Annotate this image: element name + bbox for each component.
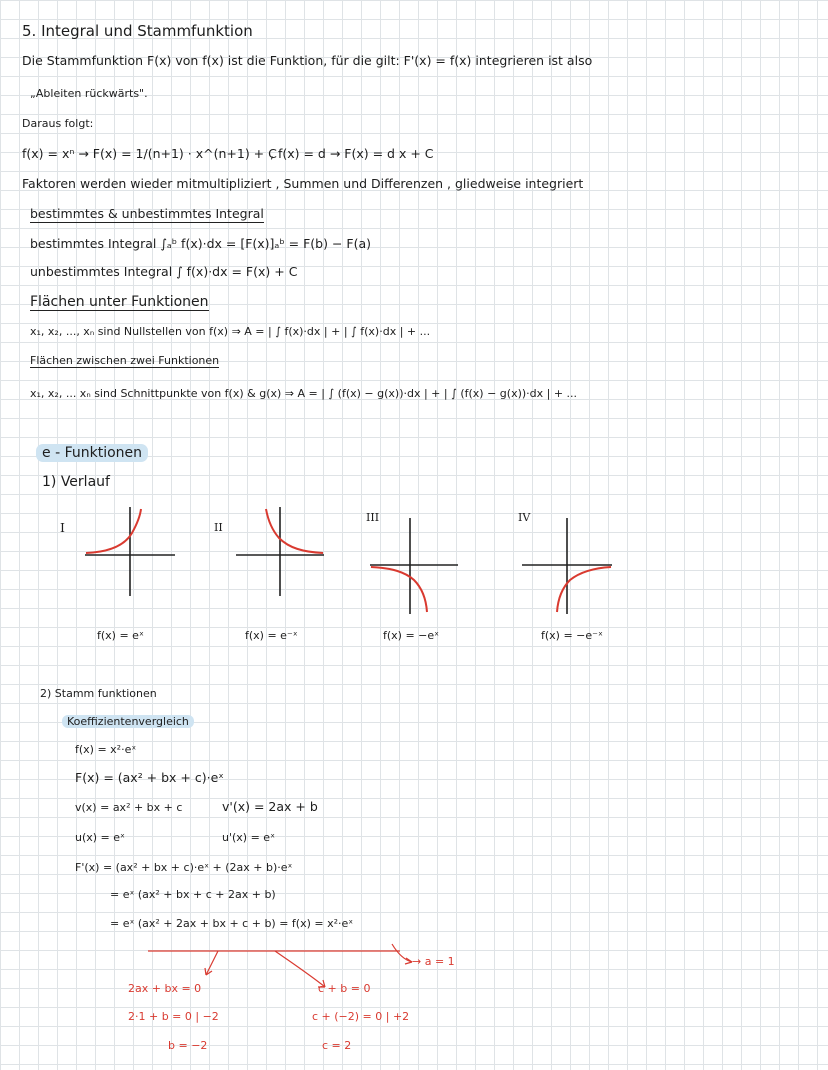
eq-2ax: 2ax + bx = 0 (128, 982, 202, 995)
graph-numeral-1: I (60, 520, 65, 535)
eq-b-solve: 2·1 + b = 0 | −2 (128, 1010, 219, 1023)
daraus-folgt: Daraus folgt: (22, 117, 94, 130)
integral-heading: bestimmtes & unbestimmtes Integral (30, 206, 264, 221)
annotation-arrows (148, 944, 412, 987)
flaechen-heading: Flächen unter Funktionen (30, 294, 209, 310)
constant-rule: , f(x) = d → F(x) = d x + C (270, 146, 434, 161)
graph-numeral-4: IV (518, 511, 531, 524)
graph-exp (85, 507, 175, 596)
verlauf-heading: 1) Verlauf (42, 474, 110, 490)
graph-numeral-3: III (366, 511, 380, 524)
stamm-line-u: u(x) = eˣ (75, 831, 125, 844)
graph-neg-exp-neg (522, 518, 612, 614)
definition-continuation: „Ableiten rückwärts". (30, 87, 148, 100)
power-rule: f(x) = xⁿ → F(x) = 1/(n+1) · x^(n+1) + C (22, 146, 277, 161)
stamm-line-factored: = eˣ (ax² + bx + c + 2ax + b) (110, 888, 276, 901)
bestimmtes-integral: bestimmtes Integral ∫ₐᵇ f(x)·dx = [F(x)]ₐᵇ = F(b) − F(a) (30, 236, 371, 251)
flaechen-text: x₁, x₂, ..., xₙ sind Nullstellen von f(x) ⇒ A = | ∫ f(x)·dx | + | ∫ f(x)·dx | + ... (30, 325, 431, 338)
eq-c-solve: c + (−2) = 0 | +2 (312, 1010, 410, 1023)
graph-label-3: f(x) = −eˣ (383, 629, 440, 642)
stamm-line-F: F(x) = (ax² + bx + c)·eˣ (75, 770, 224, 785)
graph-label-1: f(x) = eˣ (97, 629, 144, 642)
stamm-line-vprime: v'(x) = 2ax + b (222, 799, 318, 814)
faktoren-text: Faktoren werden wieder mitmultipliziert , Summen und Differenzen , gliedweise integriert (22, 176, 584, 191)
section-title: 5. Integral und Stammfunktion (22, 22, 253, 40)
definition-text: Die Stammfunktion F(x) von f(x) ist die Funktion, für die gilt: F'(x) = f(x) integrieren ist also (22, 53, 593, 68)
graph3-curve (371, 567, 427, 612)
stamm-line-f: f(x) = x²·eˣ (75, 743, 137, 756)
zwischen-heading: Flächen zwischen zwei Funktionen (30, 354, 220, 367)
stamm-line-uprime: u'(x) = eˣ (222, 831, 275, 844)
eq-cb: c + b = 0 (318, 982, 371, 995)
zwischen-text: x₁, x₂, ... xₙ sind Schnittpunkte von f(x) & g(x) ⇒ A = | ∫ (f(x) − g(x))·dx | + | ∫ (f(x) − g(x))·dx | + ... (30, 387, 578, 400)
graph-numeral-2: II (214, 521, 223, 534)
eq-c-result: c = 2 (322, 1039, 352, 1052)
graph1-curve (86, 509, 141, 553)
koeffizientenvergleich-tag: Koeffizientenvergleich (62, 715, 194, 728)
stamm-line-grouped: = eˣ (ax² + 2ax + bx + c + b) = f(x) = x²·eˣ (110, 917, 354, 930)
eq-b-result: b = −2 (168, 1039, 208, 1052)
graph4-curve (557, 567, 611, 612)
stammfunktionen-heading: 2) Stamm funktionen (40, 687, 157, 700)
graph-exp-neg (236, 507, 324, 596)
graph-neg-exp (370, 518, 458, 614)
graph-label-4: f(x) = −e⁻ˣ (541, 629, 603, 642)
stamm-line-Fprime: F'(x) = (ax² + bx + c)·eˣ + (2ax + b)·eˣ (75, 861, 293, 874)
efunktionen-heading: e - Funktionen (36, 444, 148, 462)
unbestimmtes-integral: unbestimmtes Integral ∫ f(x)·dx = F(x) + C (30, 264, 298, 279)
graph2-curve (266, 509, 323, 553)
graph-label-2: f(x) = e⁻ˣ (245, 629, 298, 642)
result-a: → a = 1 (412, 955, 455, 968)
stamm-line-v: v(x) = ax² + bx + c (75, 801, 183, 814)
